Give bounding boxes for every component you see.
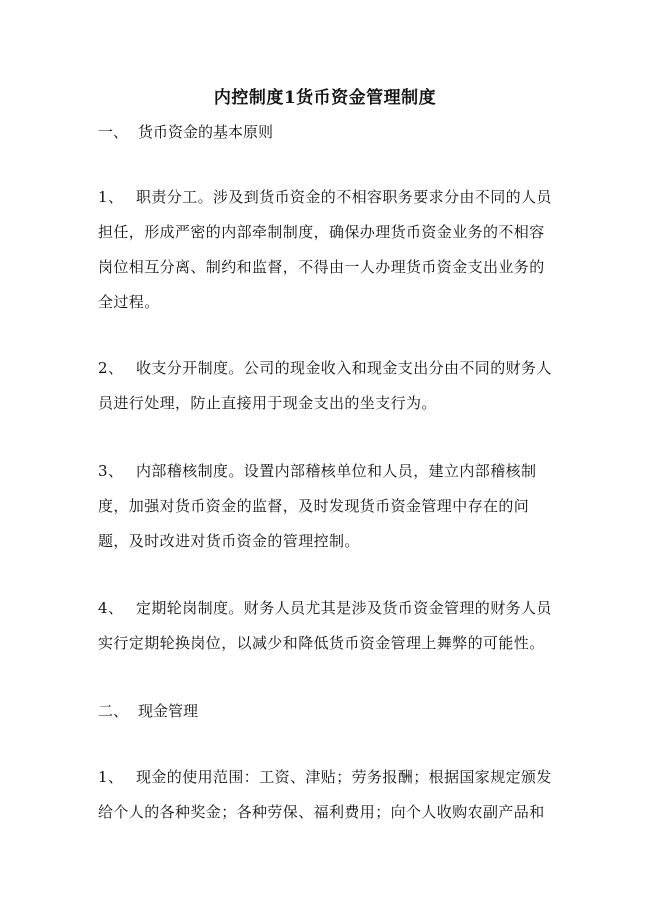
item-number: 3、 xyxy=(98,462,124,480)
paragraph-line: 实行定期轮换岗位，以减少和降低货币资金管理上舞弊的可能性。 xyxy=(98,634,545,652)
paragraph-item-2 xyxy=(98,351,558,421)
item-number: 1、 xyxy=(98,188,124,206)
paragraph-item-1 xyxy=(98,180,558,320)
paragraph-item-3 xyxy=(98,454,558,559)
paragraph-line: 担任，形成严密的内部牵制制度，确保办理货币资金业务的不相容 xyxy=(98,223,545,241)
paragraph-line: 给个人的各种奖金；各种劳保、福利费用；向个人收购农副产品和 xyxy=(98,803,545,821)
paragraph-line: 3、 内部稽核制度。设置内部稽核单位和人员，建立内部稽核制 xyxy=(98,454,558,489)
section-heading-1 xyxy=(98,121,273,143)
paragraph-line: 4、 定期轮岗制度。财务人员尤其是涉及货币资金管理的财务人员 xyxy=(98,591,558,626)
paragraph-cash-item-1 xyxy=(98,760,558,830)
section-heading-text: 现金管理 xyxy=(138,702,199,720)
paragraph-line: 1、 职责分工。涉及到货币资金的不相容职务要求分由不同的人员 xyxy=(98,180,558,215)
paragraph-line: 2、 收支分开制度。公司的现金收入和现金支出分由不同的财务人 xyxy=(98,351,558,386)
item-number: 1、 xyxy=(98,768,124,786)
paragraph-item-4 xyxy=(98,591,558,661)
item-number: 4、 xyxy=(98,599,124,617)
paragraph-line: 度，加强对货币资金的监督，及时发现货币资金管理中存在的问 xyxy=(98,497,530,515)
paragraph-line: 1、 现金的使用范围：工资、津贴；劳务报酬；根据国家规定颁发 xyxy=(98,760,558,795)
paragraph-line: 题，及时改进对货币资金的管理控制。 xyxy=(98,532,360,550)
section-number: 二、 xyxy=(98,702,129,720)
section-heading-text: 货币资金的基本原则 xyxy=(138,123,274,141)
item-number: 2、 xyxy=(98,359,124,377)
paragraph-line: 全过程。 xyxy=(98,293,160,311)
section-number: 一、 xyxy=(98,123,129,141)
paragraph-line: 员进行处理，防止直接用于现金支出的坐支行为。 xyxy=(98,394,437,412)
paragraph-line: 岗位相互分离、制约和监督，不得由一人办理货币资金支出业务的 xyxy=(98,258,545,276)
document-title: 内控制度1货币资金管理制度 xyxy=(213,88,437,108)
section-heading-2 xyxy=(98,700,198,722)
